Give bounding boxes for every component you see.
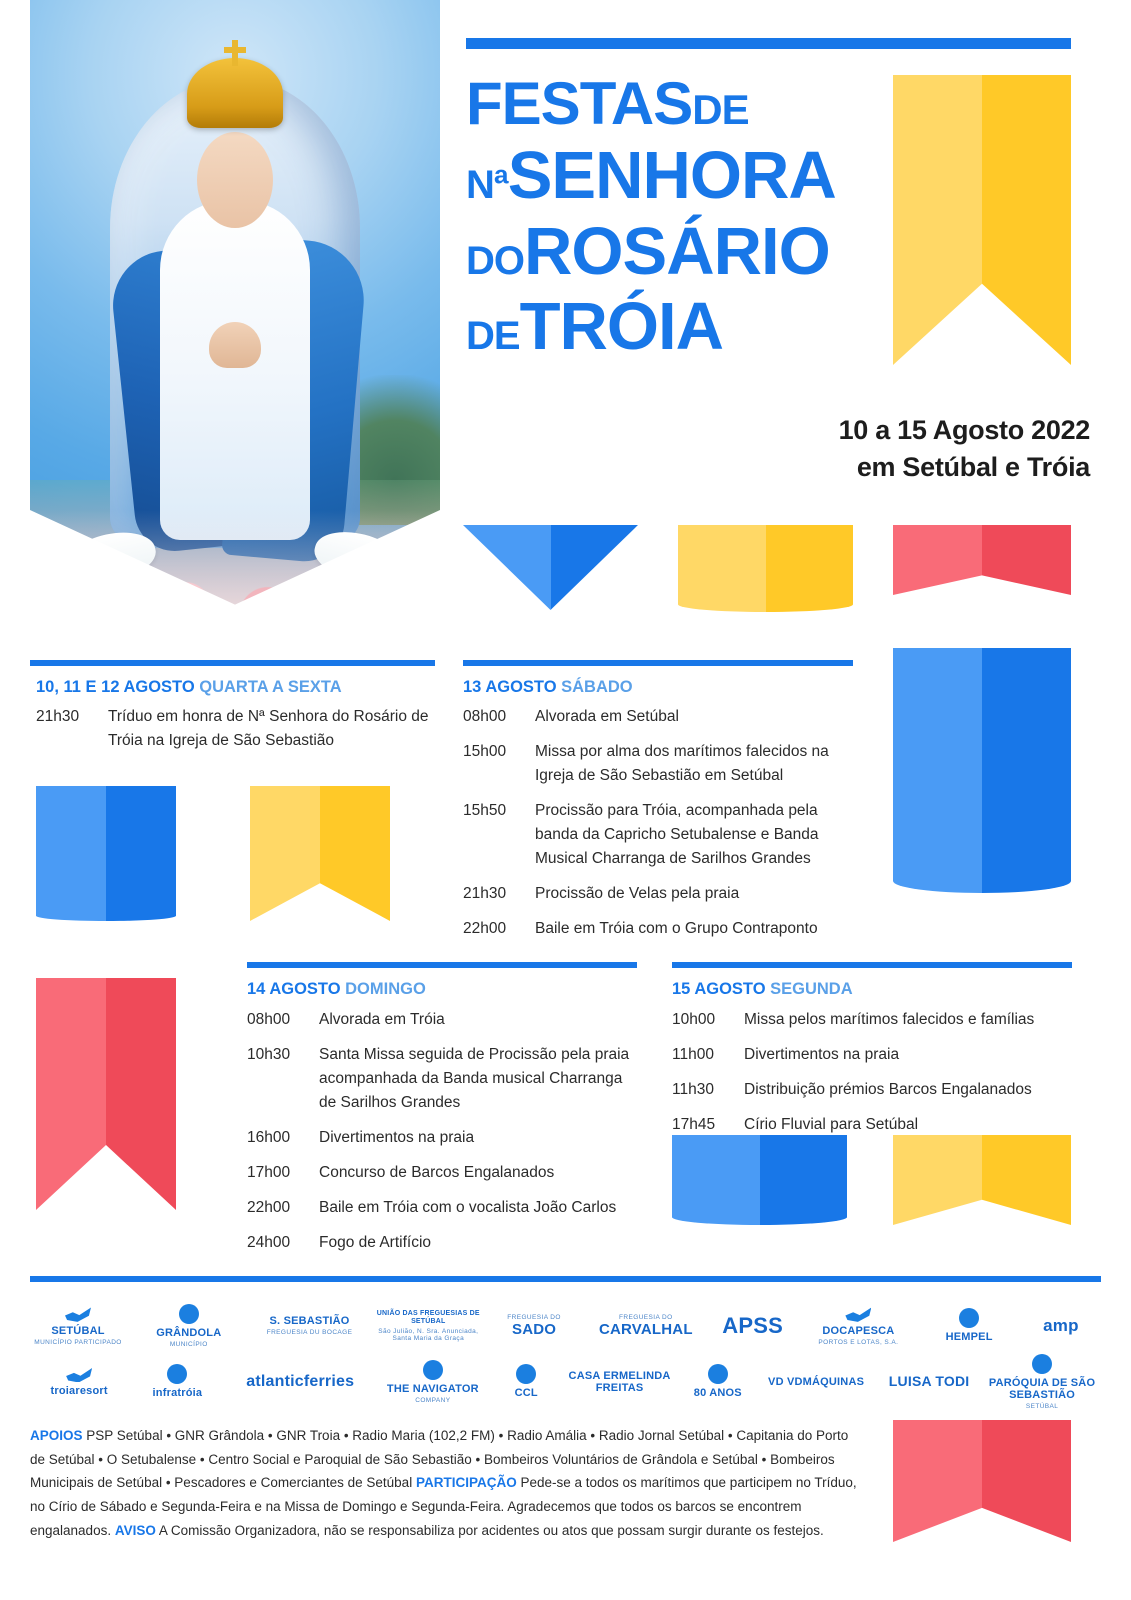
anniversary-icon [708,1364,728,1384]
program-date-15: 15 AGOSTO [672,980,766,998]
sponsors-section [30,1298,1101,1410]
sponsor-name: troiaresort [50,1385,108,1398]
sponsor-name: HEMPEL [945,1331,993,1344]
pennant-red-left-left-half [36,978,106,1210]
shield-blue-small [36,786,176,921]
program-heading-13 [463,678,633,697]
shield-blue-right-half [982,648,1071,893]
shield-blue-left-half [893,648,982,893]
pennant-yellow-right-half [982,75,1071,365]
program-events-14 [247,1008,642,1266]
program-weekday-13: SÁBADO [561,678,633,696]
event-time: 21h30 [463,885,507,903]
program-weekday-10-12: QUARTA A SEXTA [199,678,342,696]
shield-blue-small-right-half [106,786,176,921]
program-weekday-15: SEGUNDA [770,980,853,998]
list-item [672,1113,1072,1137]
list-item [247,1043,642,1115]
notch-blue-right-half [551,525,639,610]
pennant-red-bottom-right-half [982,1420,1071,1542]
program-weekday-14: DOMINGO [345,980,426,998]
title-de-1: DE [692,86,749,133]
event-description: Procissão de Velas pela praia [535,885,740,903]
pennant-red-bottom-left-half [893,1420,982,1542]
sponsor-name: APSS [722,1312,783,1338]
flamingo-icon [66,1366,92,1382]
program-date-13: 13 AGOSTO [463,678,557,696]
pennant-yellow-lower-left-half [893,1135,982,1225]
sponsor-logo [30,1366,128,1397]
pennant-red-bottom [893,1420,1071,1542]
footer-participacao-label: PARTICIPAÇÃO [415,1475,517,1491]
list-item [672,1043,1072,1067]
sponsor-subtitle: COMPANY [415,1396,451,1404]
halfcircle-blue-lower [672,1135,847,1225]
circle-icon [179,1304,199,1324]
title-line-3 [466,213,886,289]
sponsor-logo [252,1315,368,1336]
pennant-red-left-right-half [106,978,176,1210]
footer-apoios-text: PSP Setúbal • GNR Grândola • GNR Troia • Radio Maria (102,2 FM) • Radio Amália • Radio Jornal Setúbal • Capitania do Porto de Setúbal • O Setubalense • Centro Social e Paroquial de São Sebastião • Bombeiros Voluntários de Grândola e Setúbal • Bombeiros Municipais de Setúbal • Pescadores e Comerciantes de Setúbal [30,1428,849,1491]
rule-day-15 [672,962,1072,968]
event-description: Procissão para Tróia, acompanhada pela banda da Capricho Setubalense e Banda Musical Charranga de Sarilhos Grandes [535,802,819,868]
list-item [247,1161,642,1185]
event-description: Missa por alma dos marítimos falecidos na Igreja de São Sebastião em Setúbal [535,743,829,785]
event-date-range: 10 a 15 Agosto 2022 [838,415,1090,445]
event-description: Divertimentos na praia [744,1046,900,1064]
event-description: Divertimentos na praia [319,1129,475,1147]
footer-aviso-text: A Comissão Organizadora, não se responsabiliza por acidentes ou atos que possam surgir durante os festejos. [155,1522,824,1538]
event-time: 21h30 [36,708,80,725]
list-item [36,705,436,753]
event-time: 22h00 [463,920,507,938]
sponsor-name: PARÓQUIA DE SÃO SEBASTIÃO [988,1376,1096,1401]
sponsors-rule [30,1276,1101,1282]
ccl-icon [516,1364,536,1384]
cross-icon [232,40,238,66]
rule-day-10-12 [30,660,435,666]
event-description: Alvorada em Tróia [319,1011,445,1028]
pennant-red-left-half [893,525,982,595]
event-time: 15h00 [463,743,507,761]
pennant-red-left [36,978,176,1210]
event-time: 22h00 [247,1199,291,1217]
pennant-yellow-mid [250,786,390,921]
sponsors-row-2 [30,1354,1101,1410]
sponsor-logo [924,1308,1014,1343]
statue-hands [209,322,261,368]
sponsor-subtitle: SETÚBAL [1025,1403,1059,1411]
halfcircle-yellow-right-half [766,525,854,612]
sponsor-name: LUISA TODI [888,1373,970,1390]
list-item [247,1008,642,1032]
event-description: Alvorada em Setúbal [535,708,679,725]
program-heading-10-12 [36,678,342,697]
sponsor-subtitle: PORTOS E LOTAS, S.A. [818,1338,899,1346]
sponsor-logo [492,1364,561,1399]
event-time: 24h00 [247,1234,291,1252]
pennant-red-right-half [982,525,1071,595]
halfcircle-blue-right-half [760,1135,848,1225]
event-time: 08h00 [463,708,507,725]
title-na: Nª [466,163,508,208]
footer-participacao-text: Pede-se a todos os marítimos que participem no Tríduo, no Círio de Sábado e Segunda-Feira e na Missa de Domingo e Segunda-Feira. Agradecemos que todos os barcos se encontrem engalanados. [30,1475,857,1538]
event-time: 17h00 [247,1164,291,1182]
event-time: 17h45 [672,1116,716,1134]
shield-blue-large [893,648,1071,893]
sponsor-subtitle: FREGUESIA DO [619,1313,673,1321]
title-line-1 [466,70,886,137]
bird-icon [65,1306,91,1322]
event-description: Missa pelos marítimos falecidos e famílias [744,1011,1035,1028]
sponsor-logo [374,1360,492,1404]
halfcircle-blue-left-half [672,1135,760,1225]
footer-text [30,1424,860,1542]
event-description: Tríduo em honra de Nª Senhora do Rosário de Tróia na Igreja de São Sebastião [108,708,429,750]
sponsor-subtitle: MUNICÍPIO [169,1340,208,1348]
list-item [463,740,858,788]
list-item [463,882,858,906]
list-item [247,1196,642,1220]
notch-blue-left-half [463,525,551,610]
poster-title [466,70,886,365]
event-description: Distribuição prémios Barcos Engalanados [744,1081,1032,1099]
program-events-10-12 [36,705,436,764]
pennant-red-top [893,525,1071,595]
sponsor-name: amp [1043,1315,1079,1335]
sponsor-logo [875,1374,983,1389]
pennant-yellow-left-half [893,75,982,365]
sponsor-name: SADO [511,1320,557,1338]
sponsor-name: infratróia [152,1387,203,1400]
title-top-rule [466,38,1071,49]
shield-icon [959,1308,979,1328]
event-description: Santa Missa seguida de Procissão pela praia acompanhada da Banda musical Charranga de Sarilhos Grandes [319,1046,630,1112]
sponsor-subtitle: MUNICÍPIO PARTICIPADO [34,1338,122,1346]
sponsor-subtitle: FREGUESIA DU BOCAGE [266,1329,353,1337]
event-description: Baile em Tróia com o vocalista João Carlos [319,1199,617,1217]
pennant-yellow-large [893,75,1071,365]
title-de-2: DE [466,314,520,359]
list-item [463,799,858,871]
sponsor-name: atlanticferries [246,1373,355,1391]
list-item [672,1008,1072,1032]
sponsor-logo [489,1314,579,1339]
list-item [463,917,858,941]
sponsor-name: CARVALHAL [598,1320,693,1338]
hero-image [30,0,440,620]
program-events-13 [463,705,858,952]
title-troia: TRÓIA [519,289,724,365]
program-date-14: 14 AGOSTO [247,980,341,998]
pennant-yellow-mid-left-half [250,786,320,921]
list-item [463,705,858,729]
halfcircle-yellow-top [678,525,853,612]
event-time: 11h00 [672,1046,714,1064]
sponsor-name: SETÚBAL [51,1324,105,1337]
sponsor-logo [128,1364,226,1399]
sponsor-logo [679,1364,758,1399]
sponsor-logo [713,1314,793,1338]
statue-face [197,132,273,228]
sponsor-name: UNIÃO DAS FREGUESIAS DE SETÚBAL [376,1310,480,1325]
dot-icon [167,1364,187,1384]
shield-blue-small-left-half [36,786,106,921]
title-do: DO [466,238,524,283]
event-description: Fogo de Artifício [319,1234,432,1252]
event-time: 16h00 [247,1129,291,1147]
sponsor-name: S. SEBASTIÃO [269,1315,350,1328]
event-time: 10h30 [247,1046,291,1064]
sponsor-logo [374,1310,482,1342]
statue-gown [160,200,310,540]
sponsor-name: CCL [514,1387,538,1400]
title-line-4 [466,289,886,365]
title-rosario: ROSÁRIO [524,213,830,289]
event-description: Concurso de Barcos Engalanados [319,1164,555,1182]
sponsor-logo [983,1354,1101,1410]
event-description: Baile em Tróia com o Grupo Contraponto [535,920,818,938]
church-icon [1032,1354,1052,1374]
event-description: Círio Fluvial para Setúbal [744,1116,919,1134]
list-item [247,1126,642,1150]
sponsor-name: GRÂNDOLA [156,1326,222,1339]
notch-blue-top [463,525,638,610]
sponsor-name: CASA ERMELINDA FREITAS [568,1369,671,1394]
footer-apoios-label: APOIOS [30,1428,83,1443]
event-time: 08h00 [247,1011,291,1028]
footer-aviso-label: AVISO [114,1522,156,1538]
sponsors-row-1 [30,1298,1101,1354]
title-festas: FESTAS [466,70,693,137]
list-item [672,1078,1072,1102]
pennant-yellow-lower-right-half [982,1135,1071,1225]
rule-day-14 [247,962,637,968]
wave-icon [845,1306,871,1322]
crown-icon [187,58,283,128]
event-time: 11h30 [672,1081,714,1099]
event-dates [790,415,1090,483]
sponsor-logo [30,1306,126,1346]
title-senhora: SENHORA [507,138,836,214]
rule-day-13 [463,660,853,666]
sponsor-subtitle: São Julião, N. Sra. Anunciada, Santa Maria da Graça [378,1327,479,1342]
event-time: 15h50 [463,802,507,820]
n-monogram-icon [423,1360,443,1380]
pennant-yellow-mid-right-half [320,786,390,921]
sponsor-logo [227,1373,374,1391]
sponsor-name: 80 ANOS [693,1387,742,1400]
program-heading-15 [672,980,853,999]
sponsor-logo [799,1306,917,1346]
halfcircle-yellow-left-half [678,525,766,612]
sponsor-logo [133,1304,245,1348]
sponsor-logo [1021,1317,1101,1336]
sponsor-name: THE NAVIGATOR [386,1382,479,1395]
program-events-15 [672,1008,1072,1148]
sponsor-logo [757,1376,875,1388]
program-heading-14 [247,980,426,999]
sponsor-name: VD VDMÁQUINAS [768,1375,865,1388]
sponsor-logo [561,1370,679,1394]
pennant-yellow-lower [893,1135,1071,1225]
title-line-2 [466,138,886,214]
event-time: 10h00 [672,1011,716,1028]
program-date-10-12: 10, 11 E 12 AGOSTO [36,678,195,696]
sponsor-logo [586,1314,706,1339]
sponsor-name: DOCAPESCA [822,1324,895,1337]
event-location: em Setúbal e Tróia [856,452,1090,482]
sponsor-subtitle: FREGUESIA DO [507,1313,561,1321]
list-item [247,1231,642,1255]
